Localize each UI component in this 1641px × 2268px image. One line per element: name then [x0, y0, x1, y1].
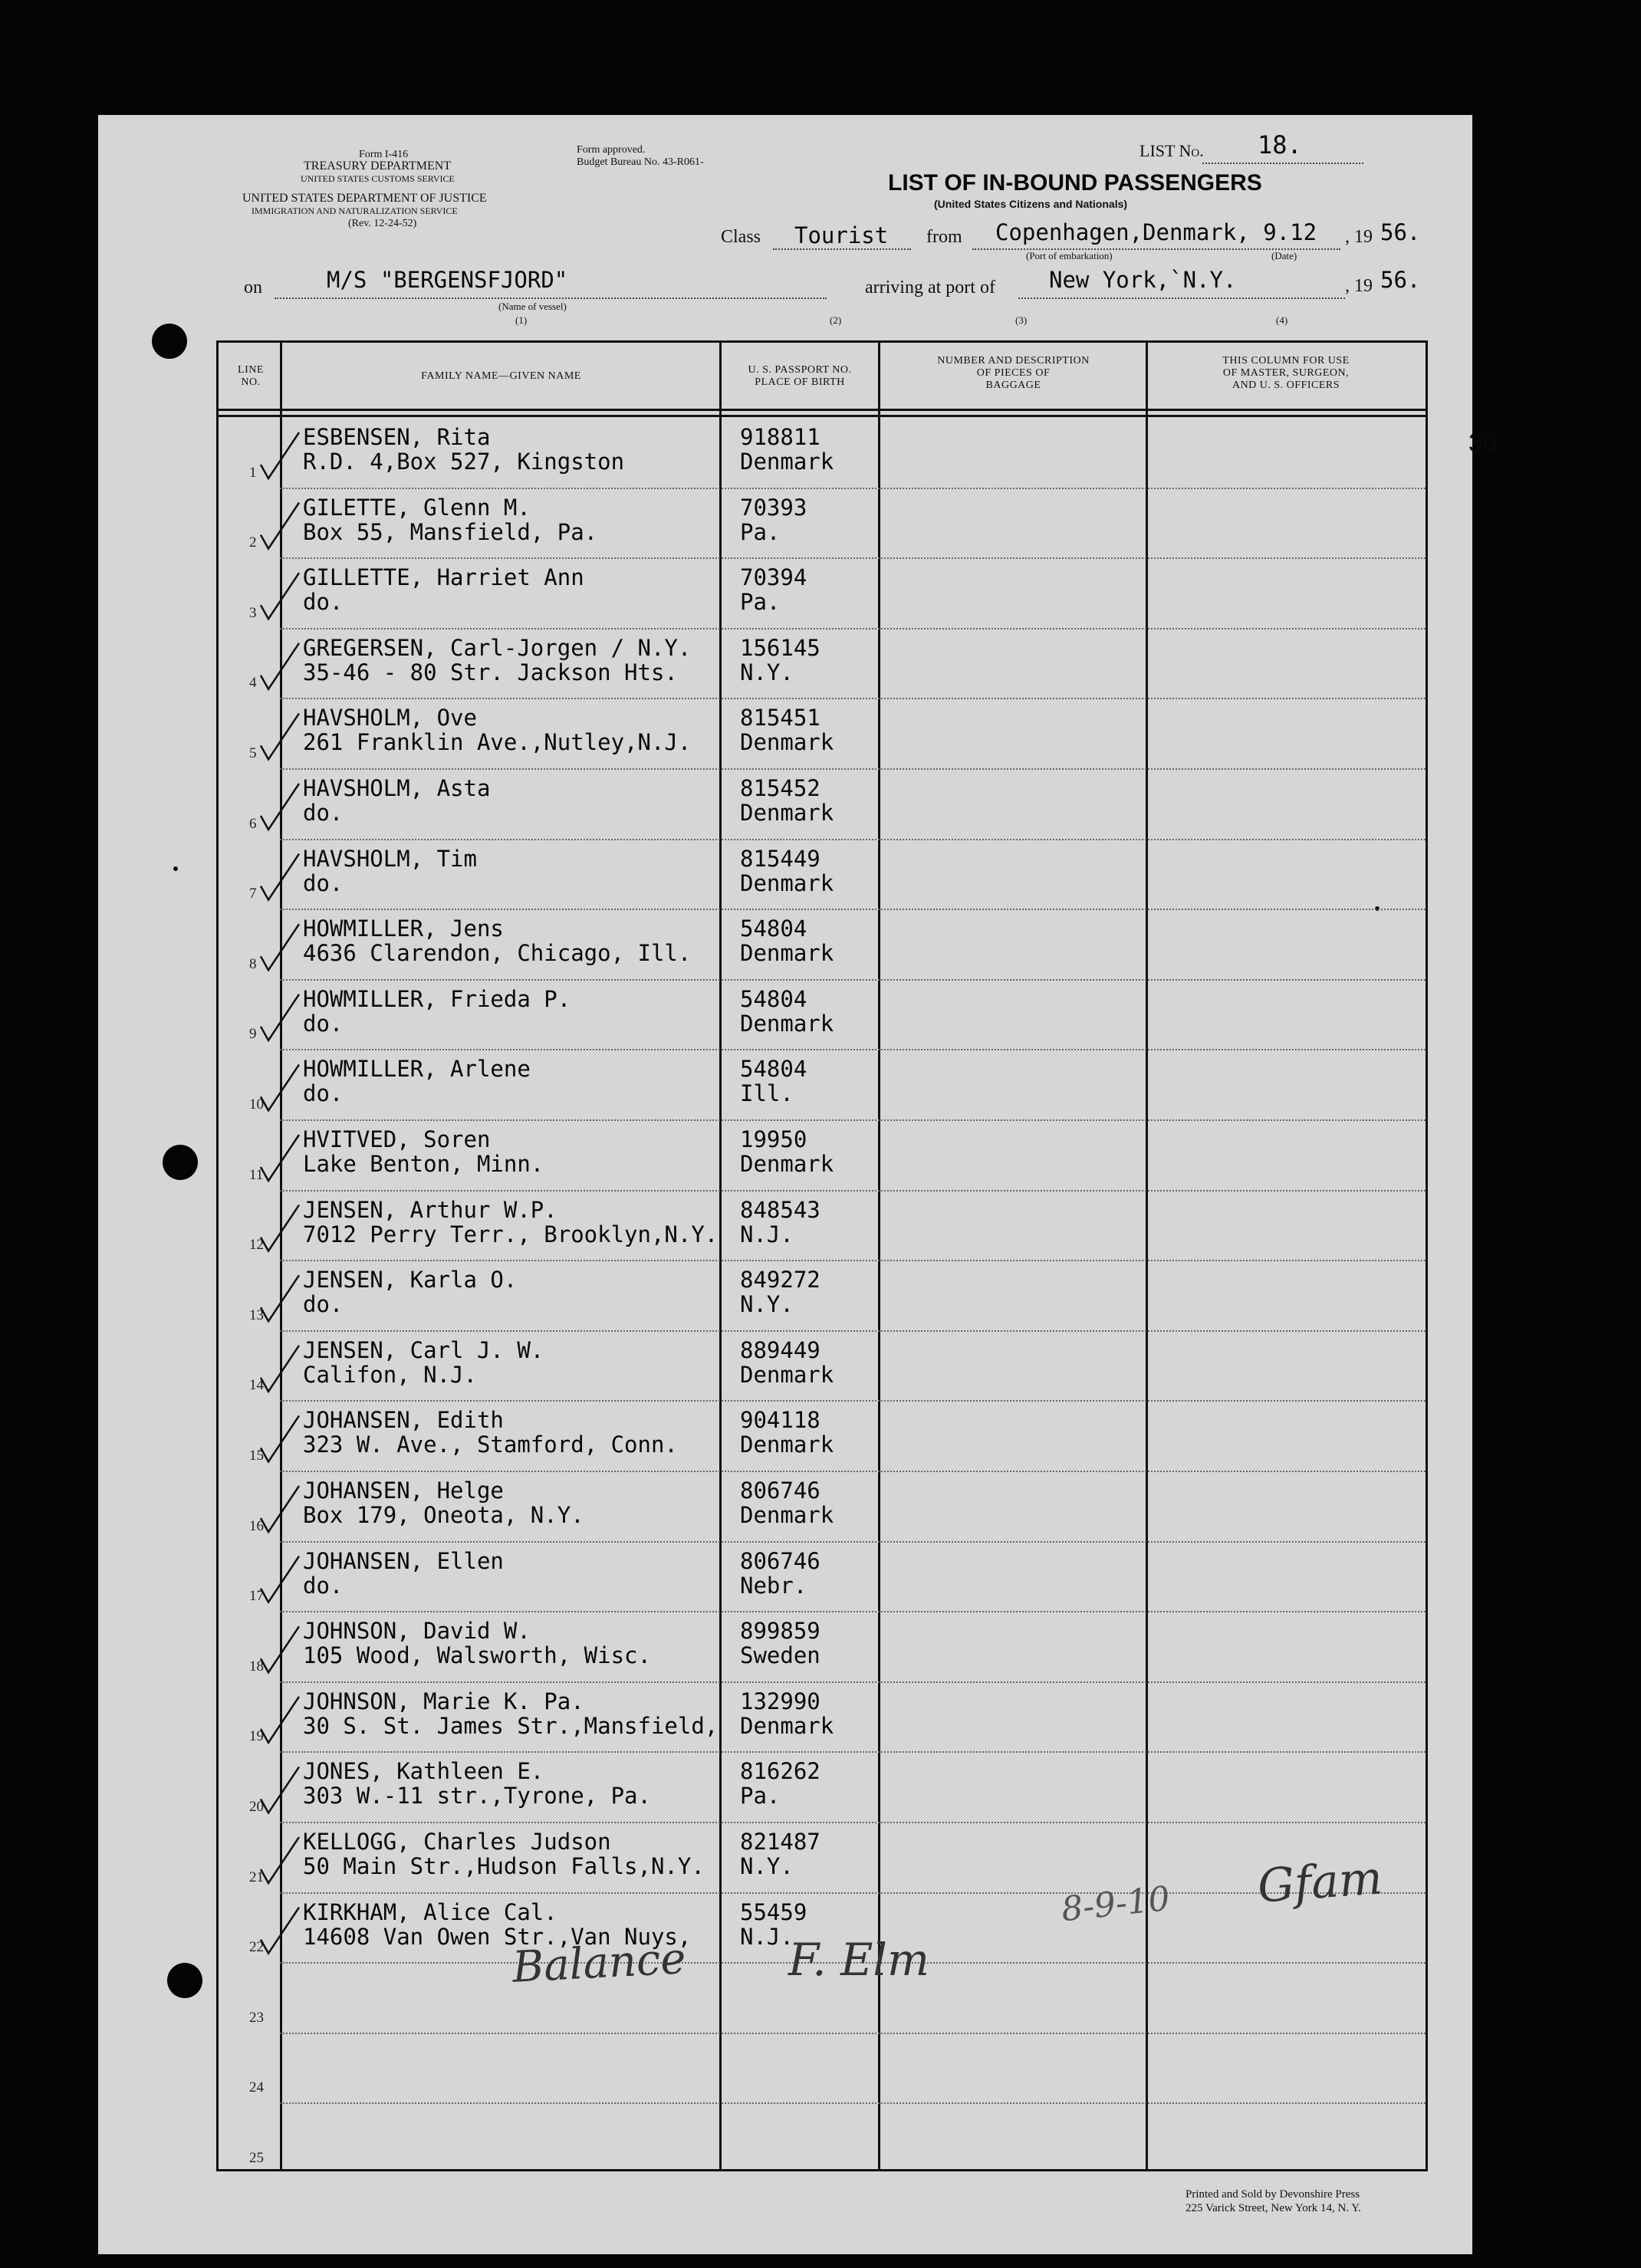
line-number: 17: [249, 1588, 264, 1605]
passenger-address: 35-46 - 80 Str. Jackson Hts.: [303, 659, 678, 685]
passenger-name: JOHNSON, Marie K. Pa.: [303, 1688, 584, 1714]
place-of-birth: Denmark: [740, 1361, 834, 1388]
passport-number: 899859: [740, 1618, 820, 1645]
passenger-address: do.: [303, 869, 344, 896]
year2-prefix: , 19: [1345, 276, 1373, 296]
line-number: 22: [249, 1939, 264, 1956]
passenger-address: 14608 Van Owen Str.,Van Nuys,: [303, 1923, 692, 1950]
col2-number: (2): [830, 314, 842, 326]
passenger-name: KIRKHAM, Alice Cal.: [303, 1898, 557, 1925]
passenger-address: 7012 Perry Terr., Brooklyn,N.Y.: [303, 1221, 719, 1247]
line-number: 2: [249, 534, 257, 551]
passenger-address: Box 179, Oneota, N.Y.: [303, 1502, 584, 1528]
place-of-birth: Denmark: [740, 1151, 834, 1177]
line-number: 20: [249, 1798, 264, 1815]
line-number: 3: [249, 604, 257, 621]
form-title: LIST OF IN-BOUND PASSENGERS: [888, 170, 1262, 196]
check-marks: [98, 115, 1472, 2254]
line-number: 14: [249, 1377, 264, 1394]
revision-date: (Rev. 12-24-52): [348, 218, 417, 229]
passenger-address: do.: [303, 1572, 344, 1599]
form-approved: Form approved.: [577, 144, 646, 156]
place-of-birth: Sweden: [740, 1642, 820, 1669]
place-of-birth: N.Y.: [740, 1291, 794, 1318]
line-number: 10: [249, 1096, 264, 1113]
check-mark: [261, 503, 299, 549]
line-number: 21: [249, 1869, 264, 1885]
passenger-name: GILLETTE, Harriet Ann: [303, 564, 584, 591]
check-mark: [261, 432, 299, 478]
passport-number: 904118: [740, 1407, 820, 1434]
passenger-address: 105 Wood, Walsworth, Wisc.: [303, 1642, 651, 1669]
place-of-birth: N.Y.: [740, 1853, 794, 1879]
passenger-name: JENSEN, Carl J. W.: [303, 1336, 544, 1363]
passenger-address: do.: [303, 589, 344, 616]
dept-customs: UNITED STATES CUSTOMS SERVICE: [301, 173, 455, 184]
form-subtitle: (United States Citizens and Nationals): [934, 198, 1128, 210]
line-number: 5: [249, 744, 257, 761]
line-number: 16: [249, 1517, 264, 1534]
printer-line1: Printed and Sold by Devonshire Press: [1186, 2188, 1360, 2201]
handwritten-initials: F. Elm: [788, 1934, 929, 1986]
passport-number: 848543: [740, 1196, 820, 1223]
passenger-name: JOHANSEN, Ellen: [303, 1547, 504, 1574]
passenger-name: HAVSHOLM, Tim: [303, 845, 477, 872]
place-of-birth: Pa.: [740, 518, 781, 545]
passport-number: 806746: [740, 1477, 820, 1504]
place-of-birth: Denmark: [740, 1431, 834, 1458]
check-mark: [261, 1135, 299, 1181]
passenger-address: Califon, N.J.: [303, 1361, 477, 1388]
passenger-address: 4636 Clarendon, Chicago, Ill.: [303, 940, 692, 967]
passport-number: 849272: [740, 1267, 820, 1293]
passenger-name: HOWMILLER, Arlene: [303, 1056, 531, 1083]
header-line-no: LINE NO.: [238, 364, 264, 388]
passport-number: 806746: [740, 1547, 820, 1574]
line-number: 18: [249, 1658, 264, 1675]
col1-number: (1): [515, 314, 528, 326]
passport-number: 156145: [740, 634, 820, 661]
place-of-birth: Nebr.: [740, 1572, 807, 1599]
vessel-name: M/S "BERGENSFJORD": [327, 267, 568, 293]
arrival-port: New York,`N.Y.: [1049, 267, 1237, 293]
form-number: Form I-416: [359, 149, 409, 160]
passenger-name: GREGERSEN, Carl-Jorgen / N.Y.: [303, 634, 692, 661]
embarkation-value: Copenhagen,Denmark, 9.12: [995, 219, 1317, 245]
class-value: Tourist: [794, 222, 889, 248]
check-mark: [261, 924, 299, 970]
passenger-name: ESBENSEN, Rita: [303, 424, 491, 450]
line-number: 7: [249, 886, 257, 902]
passport-number: 821487: [740, 1829, 820, 1855]
place-of-birth: Denmark: [740, 869, 834, 896]
check-mark: [261, 1486, 299, 1532]
passport-number: 889449: [740, 1336, 820, 1363]
line-number: 9: [249, 1026, 257, 1043]
passenger-address: 30 S. St. James Str.,Mansfield,: [303, 1712, 719, 1739]
place-of-birth: Denmark: [740, 1010, 834, 1037]
check-mark: [261, 573, 299, 619]
passport-number: 54804: [740, 915, 807, 942]
place-of-birth: Denmark: [740, 729, 834, 756]
header-family-name: FAMILY NAME—GIVEN NAME: [421, 370, 581, 382]
dept-immigration: IMMIGRATION AND NATURALIZATION SERVICE: [252, 205, 458, 216]
check-mark: [261, 1275, 299, 1321]
passport-number: 918811: [740, 424, 820, 450]
passenger-name: JOHNSON, David W.: [303, 1618, 531, 1645]
passenger-name: JOHANSEN, Edith: [303, 1407, 504, 1434]
passenger-name: HAVSHOLM, Asta: [303, 775, 491, 801]
check-mark: [261, 1205, 299, 1251]
line-number: 12: [249, 1237, 264, 1254]
header-officers: THIS COLUMN FOR USE OF MASTER, SURGEON, AND U. S. OFFICERS: [1222, 355, 1350, 391]
passport-number: 815452: [740, 775, 820, 801]
passenger-address: Box 55, Mansfield, Pa.: [303, 518, 598, 545]
line-number: 11: [249, 1166, 264, 1183]
year1-prefix: , 19: [1345, 227, 1373, 247]
check-mark: [261, 1626, 299, 1672]
handwritten-signature: Gfam: [1255, 1851, 1385, 1914]
passport-number: 54804: [740, 985, 807, 1012]
passport-number: 70393: [740, 494, 807, 521]
check-mark: [261, 1767, 299, 1813]
from-label: from: [926, 227, 962, 247]
header-baggage: NUMBER AND DESCRIPTION OF PIECES OF BAGGAGE: [937, 355, 1090, 391]
dept-justice: UNITED STATES DEPARTMENT OF JUSTICE: [242, 192, 487, 205]
passenger-name: JENSEN, Arthur W.P.: [303, 1196, 557, 1223]
line-number: 13: [249, 1307, 264, 1323]
check-mark: [261, 643, 299, 689]
printer-line2: 225 Varick Street, New York 14, N. Y.: [1186, 2202, 1361, 2214]
check-mark: [261, 994, 299, 1040]
passenger-name: HAVSHOLM, Ove: [303, 705, 477, 731]
col4-number: (4): [1276, 314, 1288, 326]
check-mark: [261, 1908, 299, 1954]
check-mark: [261, 1415, 299, 1461]
check-mark: [261, 1064, 299, 1110]
vessel-caption: (Name of vessel): [498, 301, 567, 312]
line-number: 19: [249, 1728, 264, 1745]
line-number: 15: [249, 1447, 264, 1464]
passenger-name: JOHANSEN, Helge: [303, 1477, 504, 1504]
passenger-address: do.: [303, 800, 344, 826]
passenger-address: Lake Benton, Minn.: [303, 1151, 544, 1177]
passenger-address: 261 Franklin Ave.,Nutley,N.J.: [303, 729, 692, 756]
passport-number: 816262: [740, 1758, 820, 1785]
place-of-birth: Denmark: [740, 1502, 834, 1528]
line-number: 23: [249, 2009, 264, 2026]
passenger-address: 50 Main Str.,Hudson Falls,N.Y.: [303, 1853, 705, 1879]
check-mark: [261, 1556, 299, 1602]
passport-number: 19950: [740, 1126, 807, 1152]
check-mark: [261, 1837, 299, 1883]
date-caption: (Date): [1271, 250, 1297, 261]
place-of-birth: Pa.: [740, 1783, 781, 1809]
place-of-birth: Denmark: [740, 449, 834, 475]
passenger-name: JONES, Kathleen E.: [303, 1758, 544, 1785]
place-of-birth: Ill.: [740, 1080, 794, 1107]
check-mark: [261, 784, 299, 830]
arriving-label: arriving at port of: [865, 278, 995, 297]
passenger-name: HOWMILLER, Jens: [303, 915, 504, 942]
place-of-birth: Denmark: [740, 800, 834, 826]
col3-number: (3): [1015, 314, 1028, 326]
class-label: Class: [721, 227, 761, 247]
passport-number: 54804: [740, 1056, 807, 1083]
dept-treasury: TREASURY DEPARTMENT: [304, 159, 452, 173]
budget-bureau: Budget Bureau No. 43-R061-: [577, 156, 704, 168]
passenger-address: 303 W.-11 str.,Tyrone, Pa.: [303, 1783, 651, 1809]
passenger-name: HVITVED, Soren: [303, 1126, 491, 1152]
line-number: 24: [249, 2079, 264, 2096]
place-of-birth: Denmark: [740, 1712, 834, 1739]
passport-number: 815451: [740, 705, 820, 731]
passenger-name: KELLOGG, Charles Judson: [303, 1829, 611, 1855]
port-embarkation-caption: (Port of embarkation): [1026, 250, 1113, 261]
year1-value: 56.: [1380, 219, 1421, 245]
handwritten-range: 8-9-10: [1059, 1878, 1172, 1930]
passport-number: 55459: [740, 1898, 807, 1925]
officer-count: 36: [1468, 429, 1498, 458]
check-mark: [261, 1697, 299, 1743]
line-number: 6: [249, 815, 257, 832]
handwritten-balance: Balance: [511, 1934, 687, 1993]
passenger-address: do.: [303, 1291, 344, 1318]
place-of-birth: N.J.: [740, 1221, 794, 1247]
passport-number: 815449: [740, 845, 820, 872]
passenger-address: do.: [303, 1080, 344, 1107]
passenger-address: 323 W. Ave., Stamford, Conn.: [303, 1431, 678, 1458]
place-of-birth: N.Y.: [740, 659, 794, 685]
passenger-list-form: [98, 115, 1498, 2254]
check-mark: [261, 713, 299, 759]
passport-number: 132990: [740, 1688, 820, 1714]
passenger-name: JENSEN, Karla O.: [303, 1267, 518, 1293]
place-of-birth: Pa.: [740, 589, 781, 616]
passenger-address: R.D. 4,Box 527, Kingston: [303, 449, 625, 475]
list-number: 18.: [1258, 130, 1302, 159]
passport-number: 70394: [740, 564, 807, 591]
line-number: 4: [249, 675, 257, 692]
check-mark: [261, 854, 299, 900]
passenger-name: GILETTE, Glenn M.: [303, 494, 531, 521]
place-of-birth: Denmark: [740, 940, 834, 967]
line-number: 8: [249, 955, 257, 972]
on-label: on: [244, 278, 262, 297]
header-passport: U. S. PASSPORT NO. PLACE OF BIRTH: [748, 364, 852, 388]
place-of-birth: N.J.: [740, 1923, 794, 1950]
line-number: 1: [249, 464, 257, 481]
check-mark: [261, 1346, 299, 1392]
list-no-label: LIST No.: [1139, 141, 1204, 160]
line-number: 25: [249, 2149, 264, 2166]
passenger-address: do.: [303, 1010, 344, 1037]
year2-value: 56.: [1380, 267, 1421, 293]
passenger-name: HOWMILLER, Frieda P.: [303, 985, 571, 1012]
